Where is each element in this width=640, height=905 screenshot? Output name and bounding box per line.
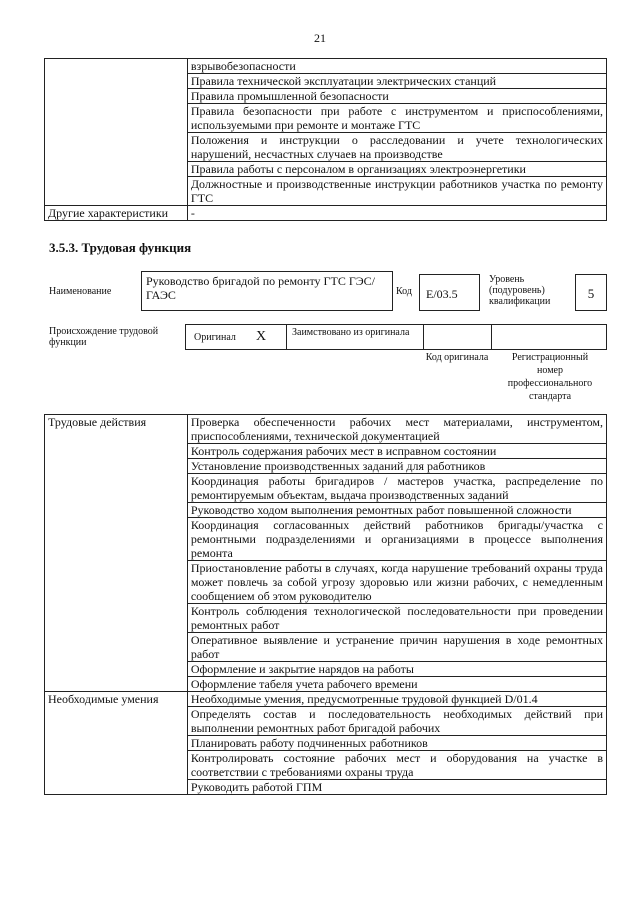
function-code-box [419,274,480,311]
labor-action-item: Контроль соблюдения технологической последовательности при проведении ремонтных работ [187,604,606,633]
page-number: 21 [314,31,326,45]
knowledge-item: Правила безопасности при работе с инструментом и приспособлениями, используемыми при ремонте и монтаже ГТС [187,104,606,133]
code-label: Код [396,286,412,297]
function-content-table [44,414,607,795]
function-name-box [141,271,393,311]
knowledge-item: взрывобезопасности [187,59,606,74]
origin-divider [491,325,492,349]
knowledge-table [44,58,607,221]
skills-label: Необходимые умения [45,692,188,795]
knowledge-item: Правила работы с персоналом в организациях электроэнергетики [187,162,606,177]
knowledge-item: Правила промышленной безопасности [187,89,606,104]
section-heading: 3.5.3. Трудовая функция [49,240,192,255]
registration-number-caption: Регистрационный номер профессионального стандарта [507,352,593,402]
origin-row [185,324,607,350]
labor-action-item: Руководство ходом выполнения ремонтных работ повышенной сложности [187,503,606,518]
origin-divider [286,325,287,349]
other-characteristics-label: Другие характеристики [45,206,188,221]
knowledge-label-cell [45,59,188,206]
function-code-value: E/03.5 [426,287,458,301]
skill-item: Определять состав и последовательность необходимых действий при выполнении ремонтных работ бригадой рабочих [187,707,606,736]
level-label: Уровень (подуровень) квалификации [489,274,551,307]
labor-action-item: Установление производственных заданий для работников [187,459,606,474]
labor-action-item: Оформление и закрытие нарядов на работы [187,662,606,677]
labor-action-item: Контроль содержания рабочих мест в исправном состоянии [187,444,606,459]
labor-action-item: Координация работы бригадиров / мастеров участка, распределение по ремонтируемым объектам, выдача производственных заданий [187,474,606,503]
function-name-value: Руководство бригадой по ремонту ГТС ГЭС/ГАЭС [146,274,376,302]
qualification-level-value: 5 [587,286,595,301]
knowledge-item: Правила технической эксплуатации электрических станций [187,74,606,89]
origin-label: Происхождение трудовой функции [49,326,159,348]
code-original-caption: Код оригинала [425,352,489,363]
skill-item: Планировать работу подчиненных работников [187,736,606,751]
skill-item: Необходимые умения, предусмотренные трудовой функцией D/01.4 [187,692,606,707]
knowledge-item: Положения и инструкции о расследовании и учете технологических нарушений, несчастных случаев на производстве [187,133,606,162]
labor-action-item: Оформление табеля учета рабочего времени [187,677,606,692]
labor-action-item: Оперативное выявление и устранение причин нарушения в ходе ремонтных работ [187,633,606,662]
skill-item: Руководить работой ГПМ [187,780,606,795]
original-mark: X [256,329,267,344]
name-label: Наименование [49,286,112,297]
labor-action-item: Координация согласованных действий работников бригады/участка с ремонтными подразделениями и организациями в процессе выполнения ремонта [187,518,606,561]
origin-divider [423,325,424,349]
skill-item: Контролировать состояние рабочих мест и оборудования на участке в соответствии с требованиями охраны труда [187,751,606,780]
borrowed-label: Заимствовано из оригинала [292,327,410,338]
labor-action-item: Приостановление работы в случаях, когда нарушение требований охраны труда может повлечь за собой угрозу здоровью или жизни рабочих, с немедленным сообщением об этом руководителю [187,561,606,604]
qualification-level-box [575,274,607,311]
other-characteristics-value: - [187,206,606,221]
original-label: Оригинал [194,332,236,343]
knowledge-item: Должностные и производственные инструкции работников участка по ремонту ГТС [187,177,606,206]
labor-actions-label: Трудовые действия [45,415,188,692]
labor-action-item: Проверка обеспеченности рабочих мест материалами, инструментом, приспособлениями, технической документацией [187,415,606,444]
